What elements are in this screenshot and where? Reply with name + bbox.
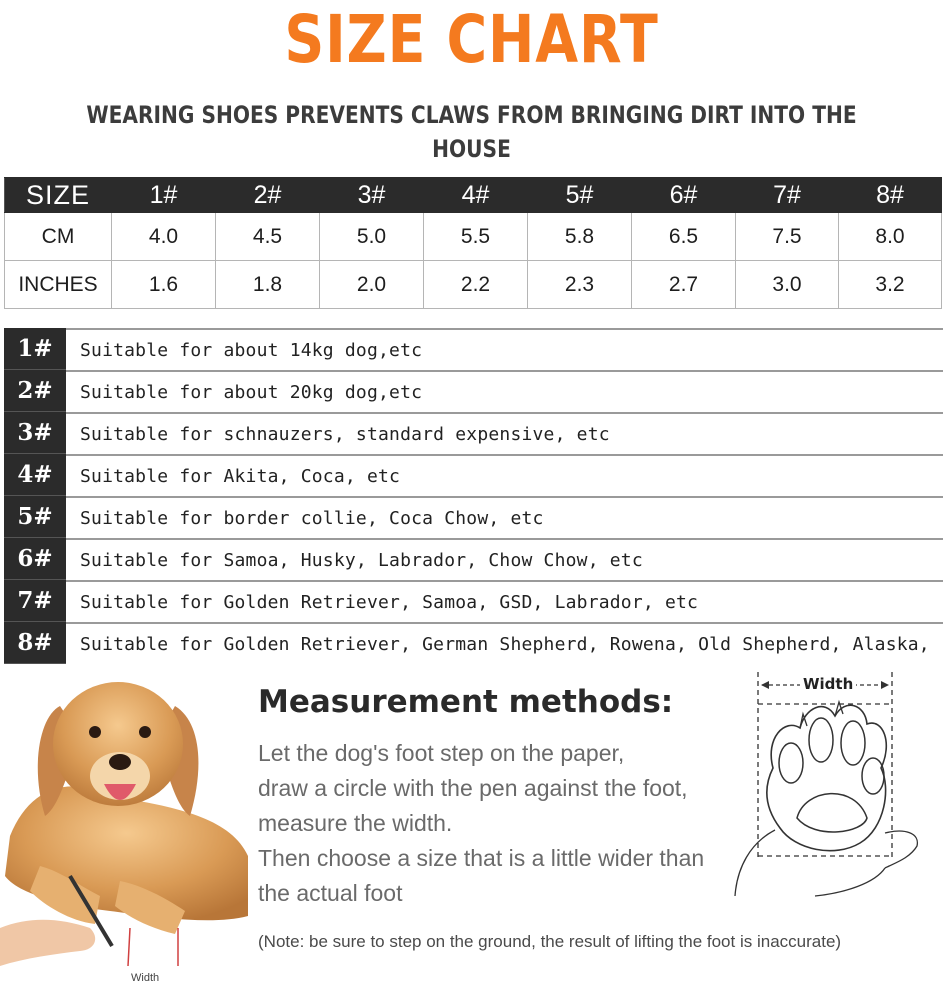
dog-illustration — [0, 666, 250, 988]
size-table-header-row — [5, 178, 942, 213]
instruction-line: draw a circle with the pen against the foot, — [258, 775, 688, 801]
table-cell: 8.0 — [839, 213, 942, 261]
instruction-line: the actual foot — [258, 880, 403, 906]
table-cell: 4.0 — [112, 213, 216, 261]
size-header-cell: 4# — [424, 178, 528, 213]
list-item — [4, 538, 943, 580]
width-label-small: Width — [131, 972, 160, 984]
table-cell: 7.5 — [736, 213, 839, 261]
table-cell: 1.8 — [216, 261, 320, 309]
list-item — [4, 370, 943, 412]
suitability-text: Suitable for about 14kg dog,etc — [80, 340, 423, 361]
instruction-line: measure the width. — [258, 810, 453, 836]
table-cell: 5.0 — [320, 213, 424, 261]
size-header-cell: 8# — [839, 178, 942, 213]
width-label: Width — [800, 675, 856, 693]
measurement-instructions — [258, 736, 704, 911]
table-cell: 2.2 — [424, 261, 528, 309]
list-item — [4, 454, 943, 496]
size-table-row-inches — [5, 261, 942, 309]
suitability-text: Suitable for Samoa, Husky, Labrador, Chow Chow, etc — [80, 550, 643, 571]
size-tag: 5# — [4, 496, 66, 538]
size-tag: 3# — [4, 412, 66, 454]
size-header-cell: 7# — [736, 178, 839, 213]
measurement-section — [0, 666, 943, 988]
paw-diagram — [725, 668, 940, 898]
size-table — [4, 177, 942, 309]
list-item — [4, 328, 943, 370]
size-tag: 6# — [4, 538, 66, 580]
table-cell: 2.3 — [528, 261, 632, 309]
size-tag: 2# — [4, 370, 66, 412]
table-cell: 6.5 — [632, 213, 736, 261]
list-item — [4, 622, 943, 664]
size-header-cell: 3# — [320, 178, 424, 213]
suitability-text: Suitable for about 20kg dog,etc — [80, 382, 423, 403]
measurement-note: (Note: be sure to step on the ground, the result of lifting the foot is inaccurate) — [258, 932, 842, 951]
page-subtitle: WEARING SHOES PREVENTS CLAWS FROM BRINGING DIRT INTO THE HOUSE — [86, 101, 857, 163]
table-cell: 2.0 — [320, 261, 424, 309]
size-tag: 8# — [4, 622, 66, 664]
page-title: SIZE CHART — [284, 1, 659, 78]
table-cell: 5.8 — [528, 213, 632, 261]
table-cell: 1.6 — [112, 261, 216, 309]
size-header-cell: 2# — [216, 178, 320, 213]
table-cell: 5.5 — [424, 213, 528, 261]
suitability-text: Suitable for Golden Retriever, German Shepherd, Rowena, Old Shepherd, Alaska, — [80, 634, 930, 655]
list-item — [4, 412, 943, 454]
table-cell: 3.2 — [839, 261, 942, 309]
measurement-title: Measurement methods: — [258, 684, 674, 720]
list-item — [4, 496, 943, 538]
size-tag: 7# — [4, 580, 66, 622]
row-label-inches: INCHES — [5, 261, 112, 309]
suitability-text: Suitable for schnauzers, standard expensive, etc — [80, 424, 610, 445]
table-cell: 4.5 — [216, 213, 320, 261]
size-header-cell: 1# — [112, 178, 216, 213]
size-header-cell: 5# — [528, 178, 632, 213]
size-header-cell: SIZE — [5, 178, 112, 213]
size-table-row-cm — [5, 213, 942, 261]
suitability-list — [4, 328, 943, 664]
size-tag: 1# — [4, 328, 66, 370]
table-cell: 3.0 — [736, 261, 839, 309]
row-label-cm: CM — [5, 213, 112, 261]
table-cell: 2.7 — [632, 261, 736, 309]
size-tag: 4# — [4, 454, 66, 496]
size-header-cell: 6# — [632, 178, 736, 213]
list-item — [4, 580, 943, 622]
suitability-text: Suitable for Akita, Coca, etc — [80, 466, 401, 487]
instruction-line: Let the dog's foot step on the paper, — [258, 740, 625, 766]
instruction-line: Then choose a size that is a little wider than — [258, 845, 705, 871]
suitability-text: Suitable for Golden Retriever, Samoa, GSD, Labrador, etc — [80, 592, 699, 613]
suitability-text: Suitable for border collie, Coca Chow, etc — [80, 508, 544, 529]
